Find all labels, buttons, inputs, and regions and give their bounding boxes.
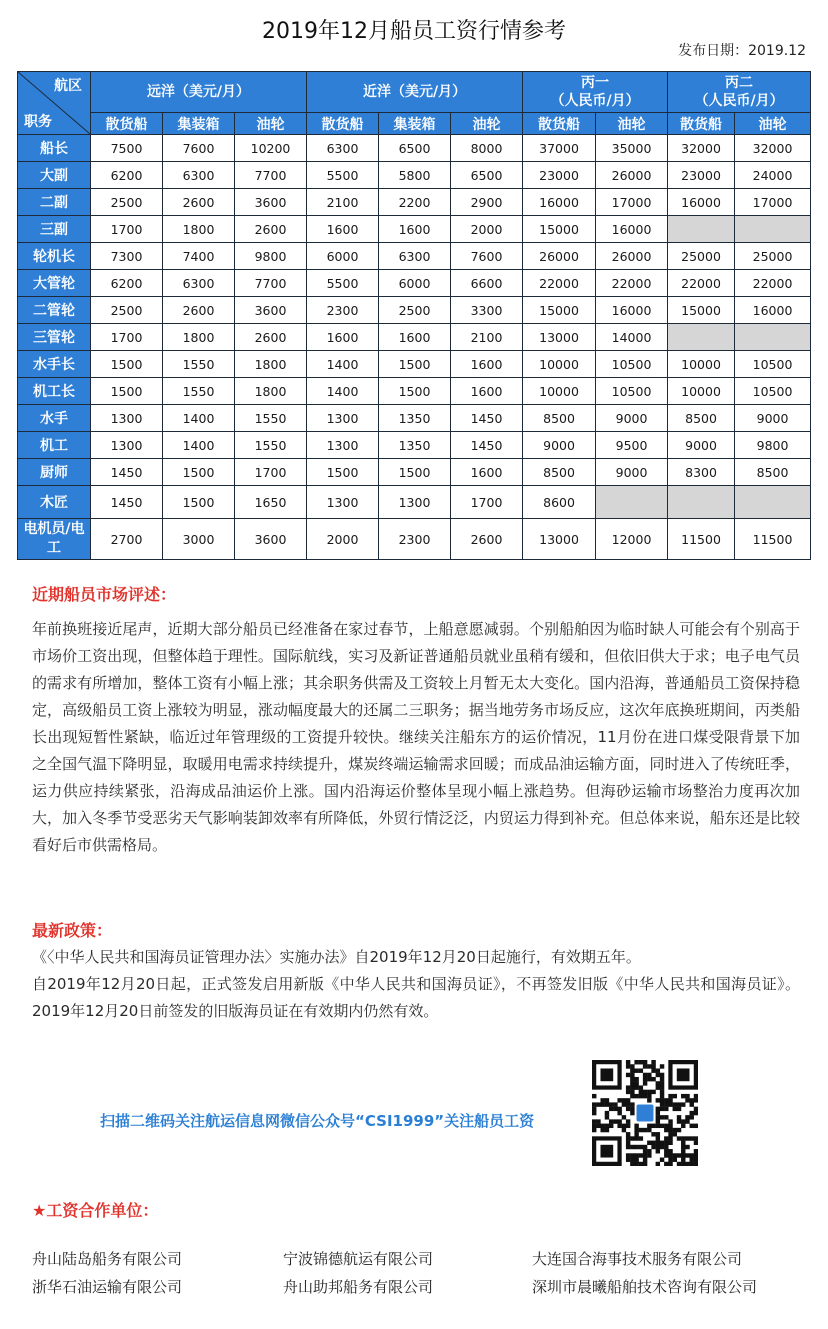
table-cell: 2100 (451, 324, 523, 351)
table-cell: 35000 (596, 135, 668, 162)
table-cell: 14000 (596, 324, 668, 351)
publish-date: 发布日期：2019.12 (678, 43, 806, 59)
table-cell: 10000 (668, 351, 735, 378)
table-row (18, 135, 811, 162)
table-cell: 6000 (307, 243, 379, 270)
table-cell: 22000 (596, 270, 668, 297)
table-cell: 6200 (91, 162, 163, 189)
corner-label-position: 职务 (24, 114, 52, 130)
table-cell: 16000 (596, 297, 668, 324)
corner-label-region: 航区 (54, 78, 82, 94)
table-cell: 1300 (91, 432, 163, 459)
table-cell: 1800 (163, 216, 235, 243)
row-header-position: 二管轮 (18, 297, 91, 324)
table-cell: 10000 (523, 378, 596, 405)
sub-header-cell: 散货船 (307, 113, 379, 135)
table-cell: 3600 (235, 189, 307, 216)
table-cell: 6300 (163, 162, 235, 189)
table-cell: 1500 (91, 378, 163, 405)
row-header-position: 机工长 (18, 378, 91, 405)
table-cell: 6300 (163, 270, 235, 297)
wage-table (17, 71, 811, 560)
table-cell: 8300 (668, 459, 735, 486)
table-cell: 1550 (235, 432, 307, 459)
table-cell: 1700 (235, 459, 307, 486)
table-row (18, 432, 811, 459)
table-cell: 15000 (523, 216, 596, 243)
table-cell: 15000 (523, 297, 596, 324)
table-cell: 7600 (451, 243, 523, 270)
table-cell: 1600 (379, 216, 451, 243)
table-cell: 1500 (163, 459, 235, 486)
table-cell: 13000 (523, 324, 596, 351)
table-cell: 1600 (451, 378, 523, 405)
partner-item: 舟山助邦船务有限公司 (283, 1278, 434, 1296)
group-header-near-sea: 近洋（美元/月） (307, 72, 523, 113)
partner-item: 宁波锦德航运有限公司 (283, 1250, 434, 1268)
table-row (18, 378, 811, 405)
sub-header-cell: 油轮 (735, 113, 811, 135)
table-cell: 6300 (307, 135, 379, 162)
table-cell: 10000 (668, 378, 735, 405)
table-cell: 1700 (91, 216, 163, 243)
table-cell: 1500 (379, 378, 451, 405)
table-cell: 1350 (379, 405, 451, 432)
table-cell: 2300 (379, 519, 451, 560)
table-cell: 37000 (523, 135, 596, 162)
table-cell: 11500 (668, 519, 735, 560)
table-cell: 6200 (91, 270, 163, 297)
table-cell: 16000 (735, 297, 811, 324)
row-header-position: 水手 (18, 405, 91, 432)
table-cell: 8000 (451, 135, 523, 162)
table-cell: 26000 (596, 243, 668, 270)
table-cell: 1500 (163, 486, 235, 519)
table-cell: 2000 (451, 216, 523, 243)
row-header-position: 二副 (18, 189, 91, 216)
table-cell: 2100 (307, 189, 379, 216)
table-cell: 23000 (523, 162, 596, 189)
sub-header-row (18, 113, 811, 135)
table-row (18, 297, 811, 324)
table-cell: 1700 (451, 486, 523, 519)
policy-line-2: 自2019年12月20日起，正式签发启用新版《中华人民共和国海员证》，不再签发旧版《中华人民共和国海员证》。2019年12月20日前签发的旧版海员证在有效期内仍然有效。 (32, 975, 800, 1020)
table-cell: 7500 (91, 135, 163, 162)
sub-header-cell: 散货船 (668, 113, 735, 135)
table-cell: 7300 (91, 243, 163, 270)
table-row (18, 189, 811, 216)
empty-cell (735, 216, 811, 243)
table-cell: 9000 (596, 459, 668, 486)
sub-header-cell: 油轮 (596, 113, 668, 135)
table-cell: 2900 (451, 189, 523, 216)
table-cell: 16000 (668, 189, 735, 216)
table-cell: 1300 (307, 405, 379, 432)
sub-header-cell: 油轮 (235, 113, 307, 135)
partners-title: ★工资合作单位： (32, 1201, 159, 1220)
table-cell: 2000 (307, 519, 379, 560)
group-header-class-c2: 丙二 （人民币/月） (668, 72, 811, 113)
partner-item: 浙华石油运输有限公司 (32, 1278, 183, 1296)
row-header-position: 厨师 (18, 459, 91, 486)
table-cell: 13000 (523, 519, 596, 560)
table-cell: 10500 (596, 351, 668, 378)
table-cell: 22000 (735, 270, 811, 297)
table-cell: 7700 (235, 162, 307, 189)
table-cell: 1500 (379, 459, 451, 486)
table-cell: 2300 (307, 297, 379, 324)
table-cell: 2600 (235, 216, 307, 243)
sub-header-cell: 集装箱 (163, 113, 235, 135)
table-cell: 1800 (235, 378, 307, 405)
table-cell: 16000 (523, 189, 596, 216)
table-row (18, 162, 811, 189)
table-cell: 1300 (307, 432, 379, 459)
policy-text (32, 944, 800, 1025)
table-cell: 1550 (235, 405, 307, 432)
empty-cell (735, 486, 811, 519)
table-cell: 1700 (91, 324, 163, 351)
table-cell: 26000 (596, 162, 668, 189)
table-cell: 1400 (307, 351, 379, 378)
empty-cell (596, 486, 668, 519)
policy-line-1: 《〈中华人民共和国海员证管理办法〉实施办法》自2019年12月20日起施行，有效期五年。 (32, 948, 641, 966)
table-cell: 2600 (235, 324, 307, 351)
table-cell: 1450 (91, 486, 163, 519)
table-cell: 3000 (163, 519, 235, 560)
row-header-position: 机工 (18, 432, 91, 459)
table-row (18, 459, 811, 486)
table-cell: 9000 (596, 405, 668, 432)
table-cell: 12000 (596, 519, 668, 560)
table-cell: 1600 (451, 459, 523, 486)
table-cell: 24000 (735, 162, 811, 189)
table-cell: 6000 (379, 270, 451, 297)
row-header-position: 三副 (18, 216, 91, 243)
table-row (18, 216, 811, 243)
table-cell: 1450 (451, 405, 523, 432)
table-cell: 2600 (451, 519, 523, 560)
table-cell: 9800 (235, 243, 307, 270)
market-review-text: 年前换班接近尾声，近期大部分船员已经准备在家过春节，上船意愿减弱。个别船舶因为临时缺人可能会有个别高于市场价工资出现，但整体趋于理性。国际航线，实习及新证普通船员就业虽稍有缓和，但依旧供大于求；电子电气员的需求有所增加，整体工资有小幅上涨；其余职务供需及工资较上月暂无太大变化。国内沿海，普通船员工资保持稳定，高级船员工资上涨较为明显，涨动幅度最大的还属二三职务；据当地劳务市场反应，这次年底换班期间，丙类船长出现短暂性紧缺，临近过年管理级的工资提升较快。继续关注船东方的运价情况，11月份在进口煤受限背景下加之全国气温下降明显，取暖用电需求持续提升，煤炭终端运输需求回暖；而成品油运输方面，同时进入了传统旺季，运力供应持续紧张，沿海成品油运价上涨。国内沿海运价整体呈现小幅上涨趋势。但海砂运输市场整治力度再次加大，加入冬季节受恶劣天气影响装卸效率有所降低，外贸行情泛泛，内贸运力得到补充。但总体来说，船东还是比较看好后市供需格局。 (32, 620, 800, 854)
table-cell: 9000 (523, 432, 596, 459)
table-corner-cell (18, 72, 91, 135)
row-header-position: 水手长 (18, 351, 91, 378)
table-cell: 8600 (523, 486, 596, 519)
table-cell: 25000 (668, 243, 735, 270)
table-cell: 22000 (523, 270, 596, 297)
table-cell: 3300 (451, 297, 523, 324)
group-header-class-c1: 丙一 （人民币/月） (523, 72, 668, 113)
table-cell: 1400 (163, 432, 235, 459)
table-cell: 5800 (379, 162, 451, 189)
table-cell: 8500 (523, 405, 596, 432)
table-cell: 17000 (596, 189, 668, 216)
table-cell: 32000 (735, 135, 811, 162)
table-cell: 1500 (379, 351, 451, 378)
row-header-position: 大副 (18, 162, 91, 189)
table-row (18, 324, 811, 351)
table-cell: 25000 (735, 243, 811, 270)
table-cell: 9000 (735, 405, 811, 432)
table-cell: 3600 (235, 297, 307, 324)
empty-cell (735, 324, 811, 351)
table-cell: 8500 (668, 405, 735, 432)
table-cell: 16000 (596, 216, 668, 243)
table-cell: 1400 (307, 378, 379, 405)
table-row (18, 519, 811, 560)
policy-title: 最新政策： (32, 921, 113, 940)
sub-header-cell: 散货船 (523, 113, 596, 135)
table-cell: 26000 (523, 243, 596, 270)
sub-header-cell: 集装箱 (379, 113, 451, 135)
table-cell: 2500 (379, 297, 451, 324)
table-cell: 8500 (523, 459, 596, 486)
table-cell: 1300 (379, 486, 451, 519)
table-cell: 1600 (379, 324, 451, 351)
table-cell: 9800 (735, 432, 811, 459)
table-cell: 1650 (235, 486, 307, 519)
table-cell: 1350 (379, 432, 451, 459)
table-cell: 2600 (163, 189, 235, 216)
row-header-position: 三管轮 (18, 324, 91, 351)
table-cell: 6600 (451, 270, 523, 297)
table-cell: 1550 (163, 351, 235, 378)
table-cell: 5500 (307, 270, 379, 297)
row-header-position: 木匠 (18, 486, 91, 519)
table-cell: 7700 (235, 270, 307, 297)
table-cell: 1550 (163, 378, 235, 405)
table-cell: 2500 (91, 297, 163, 324)
table-cell: 2200 (379, 189, 451, 216)
row-header-position: 船长 (18, 135, 91, 162)
table-row (18, 243, 811, 270)
table-cell: 7400 (163, 243, 235, 270)
market-review-title: 近期船员市场评述： (32, 585, 177, 604)
group-header-row (18, 72, 811, 113)
row-header-position: 轮机长 (18, 243, 91, 270)
partner-item: 深圳市晨曦船舶技术咨询有限公司 (532, 1278, 758, 1296)
table-cell: 6500 (451, 162, 523, 189)
qr-code-image[interactable] (592, 1060, 698, 1166)
table-cell: 2600 (163, 297, 235, 324)
table-cell: 5500 (307, 162, 379, 189)
table-row (18, 486, 811, 519)
partner-item: 舟山陆岛船务有限公司 (32, 1250, 183, 1268)
table-cell: 1450 (451, 432, 523, 459)
table-cell: 1800 (235, 351, 307, 378)
table-row (18, 270, 811, 297)
table-cell: 1450 (91, 459, 163, 486)
table-cell: 1600 (451, 351, 523, 378)
table-cell: 1800 (163, 324, 235, 351)
table-cell: 22000 (668, 270, 735, 297)
table-cell: 1300 (307, 486, 379, 519)
table-cell: 2700 (91, 519, 163, 560)
empty-cell (668, 324, 735, 351)
table-cell: 1300 (91, 405, 163, 432)
table-cell: 1600 (307, 216, 379, 243)
table-cell: 2500 (91, 189, 163, 216)
table-row (18, 351, 811, 378)
table-cell: 11500 (735, 519, 811, 560)
page-title: 2019年12月船员工资行情参考 (262, 19, 566, 44)
empty-cell (668, 486, 735, 519)
table-cell: 1500 (91, 351, 163, 378)
table-row (18, 405, 811, 432)
table-cell: 9500 (596, 432, 668, 459)
table-cell: 1400 (163, 405, 235, 432)
table-cell: 1500 (307, 459, 379, 486)
scan-qr-caption: 扫描二维码关注航运信息网微信公众号“CSI1999”关注船员工资 (100, 1112, 535, 1130)
table-cell: 9000 (668, 432, 735, 459)
table-cell: 10000 (523, 351, 596, 378)
table-cell: 1600 (307, 324, 379, 351)
table-cell: 7600 (163, 135, 235, 162)
table-cell: 3600 (235, 519, 307, 560)
table-cell: 15000 (668, 297, 735, 324)
table-cell: 10500 (735, 351, 811, 378)
table-cell: 10500 (735, 378, 811, 405)
table-cell: 10500 (596, 378, 668, 405)
row-header-position: 大管轮 (18, 270, 91, 297)
empty-cell (668, 216, 735, 243)
table-cell: 23000 (668, 162, 735, 189)
sub-header-cell: 散货船 (91, 113, 163, 135)
table-cell: 6300 (379, 243, 451, 270)
table-cell: 8500 (735, 459, 811, 486)
row-header-position: 电机员/电工 (18, 519, 91, 560)
table-cell: 10200 (235, 135, 307, 162)
table-cell: 6500 (379, 135, 451, 162)
table-cell: 32000 (668, 135, 735, 162)
partner-item: 大连国合海事技术服务有限公司 (532, 1250, 743, 1268)
sub-header-cell: 油轮 (451, 113, 523, 135)
group-header-ocean: 远洋（美元/月） (91, 72, 307, 113)
table-cell: 17000 (735, 189, 811, 216)
